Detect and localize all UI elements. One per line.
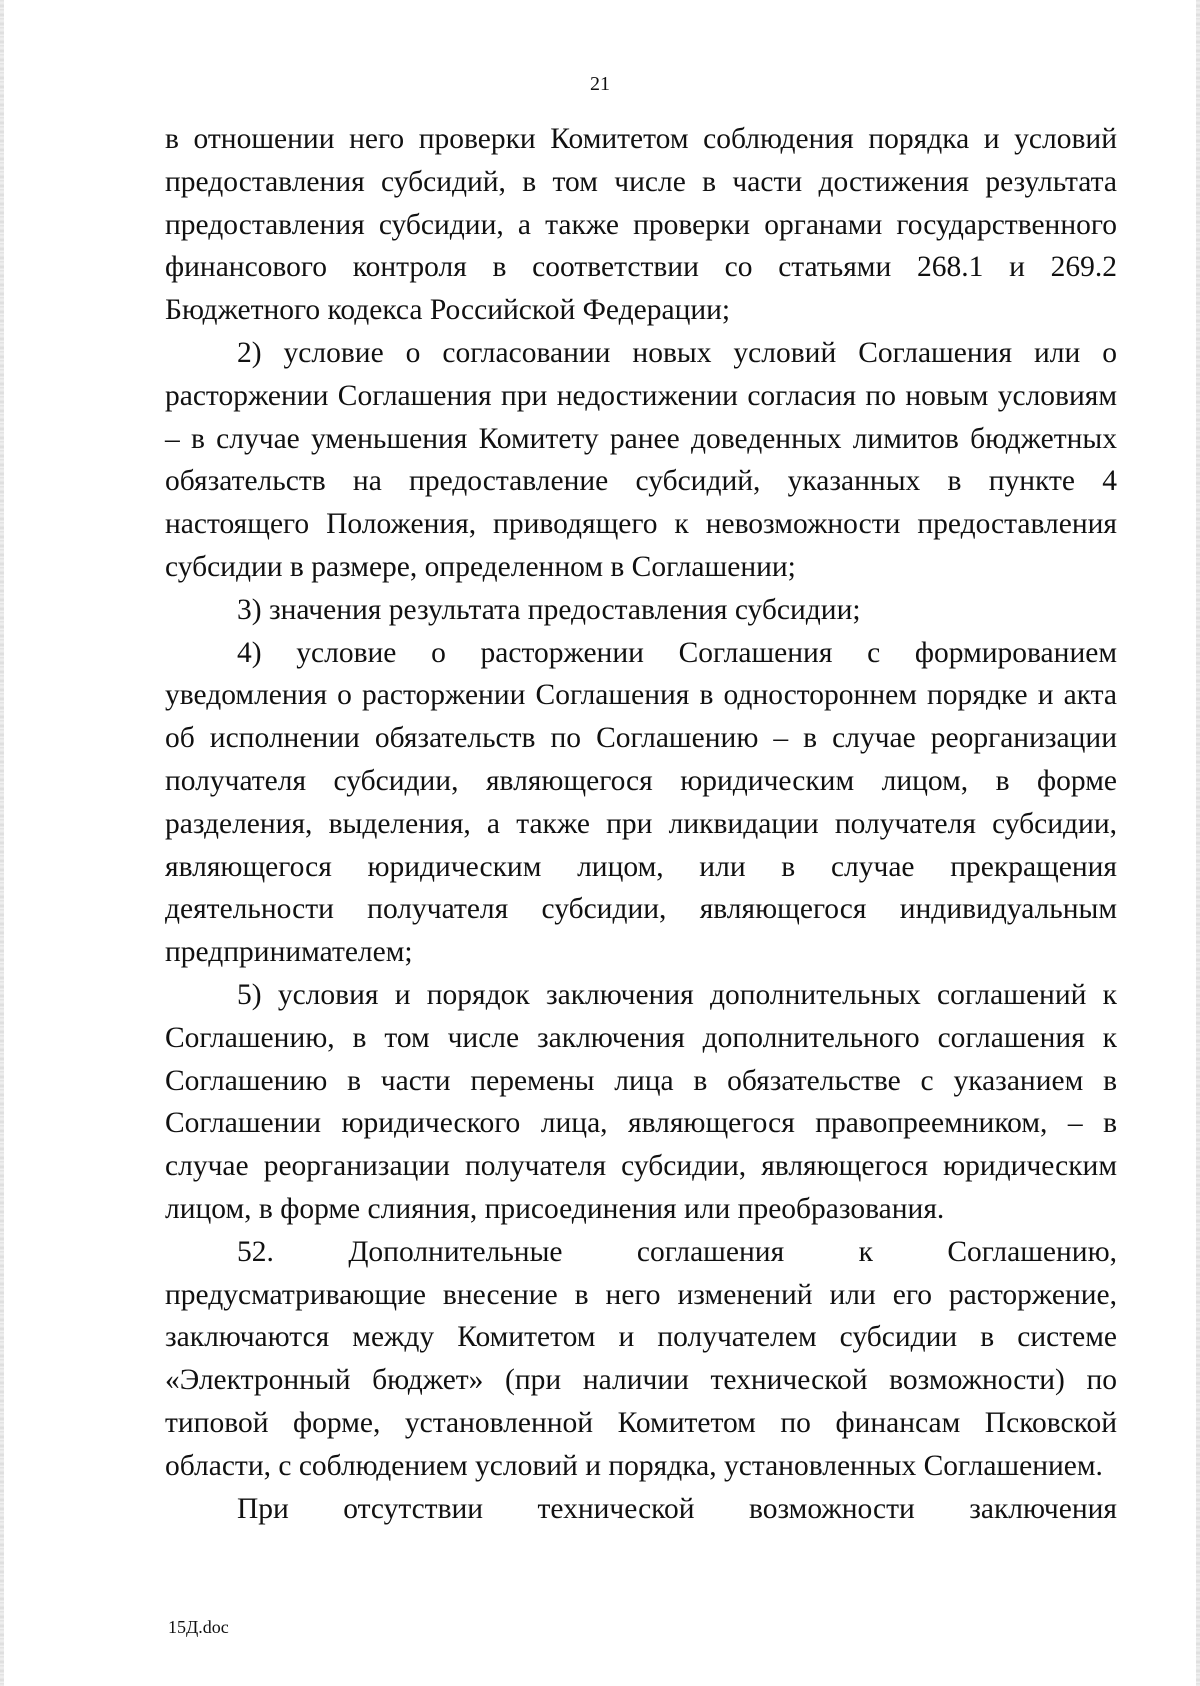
scan-edge-right xyxy=(1196,0,1200,1686)
scan-edge-left xyxy=(0,0,4,1686)
paragraph-item-3: 3) значения результата предоставления субсидии; xyxy=(237,593,861,626)
document-body xyxy=(165,118,1117,1530)
paragraph-item-5: 5) условия и порядок заключения дополнительных соглашений к Соглашению, в том числе заключения дополнительного соглашения к Соглашению в части перемены лица в обязательстве с указанием в Соглашении юридического лица, являющегося правопреемником, – в случае реорганизации получателя субсидии, являющегося юридическим лицом, в форме слияния, присоединения или преобразования. xyxy=(165,978,1117,1225)
paragraph-absent-technical: При отсутствии технической возможности заключения xyxy=(237,1492,1117,1525)
paragraph-continuation: в отношении него проверки Комитетом соблюдения порядка и условий предоставления субсидий, в том числе в части достижения результата предоставления субсидии, а также проверки органами государственного финансового контроля в соответствии со статьями 268.1 и 269.2 Бюджетного кодекса Российской Федерации; xyxy=(165,123,1117,327)
footer-file-name: 15Д.doc xyxy=(168,1617,229,1637)
paragraph-item-2: 2) условие о согласовании новых условий Соглашения или о расторжении Соглашения при недостижении согласия по новым условиям – в случае уменьшения Комитету ранее доведенных лимитов бюджетных обязательств на предоставление субсидий, указанных в пункте 4 настоящего Положения, приводящего к невозможности предоставления субсидии в размере, определенном в Соглашении; xyxy=(165,336,1117,583)
paragraph-item-4: 4) условие о расторжении Соглашения с формированием уведомления о расторжении Соглашения в одностороннем порядке и акта об исполнении обязательств по Соглашению – в случае реорганизации получателя субсидии, являющегося юридическим лицом, в форме разделения, выделения, а также при ликвидации получателя субсидии, являющегося юридическим лицом, или в случае прекращения деятельности получателя субсидии, являющегося индивидуальным предпринимателем; xyxy=(165,636,1117,969)
paragraph-clause-52: 52. Дополнительные соглашения к Соглашению, предусматривающие внесение в него изменений или его расторжение, заключаются между Комитетом и получателем субсидии в системе «Электронный бюджет» (при наличии технической возможности) по типовой форме, установленной Комитетом по финансам Псковской области, с соблюдением условий и порядка, установленных Соглашением. xyxy=(165,1235,1117,1482)
page-number: 21 xyxy=(590,73,610,95)
